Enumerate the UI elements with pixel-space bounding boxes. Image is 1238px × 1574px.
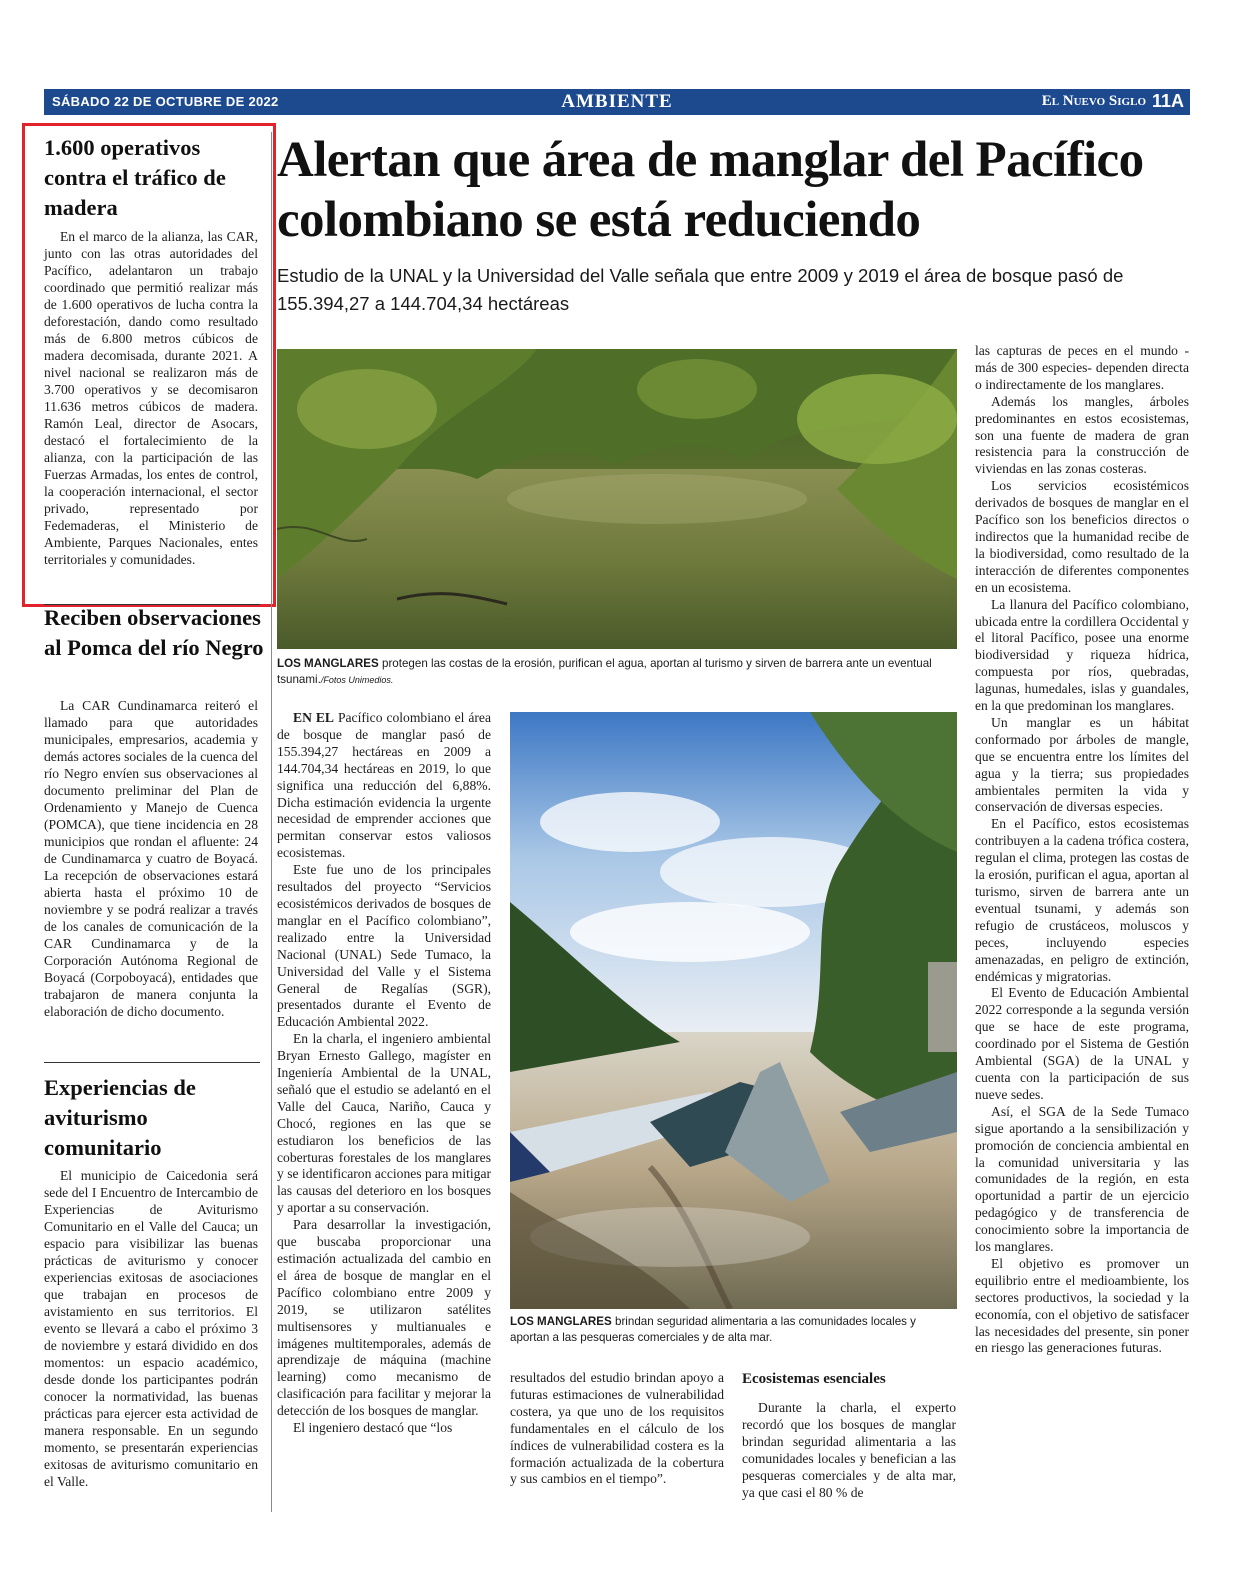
article-paragraph: Para desarrollar la investigación, que buscaba proporcionar una estimación actualizada del cambio en el área de bosque de manglar en el Pacífico colombiano entre 2009 y 2019, se utilizaron satélites multisensores y multianuales e imágenes multitemporales, además de aprendizaje de máquina (machine learning) como mecanismo de clasificación para facilitar y mejorar la detección de los bosques de manglar. — [277, 1217, 491, 1419]
sidebar-story3-title: Experiencias de aviturismo comunitario — [44, 1075, 196, 1160]
header-date: SÁBADO 22 DE OCTUBRE DE 2022 — [52, 94, 279, 109]
article-paragraph: Así, el SGA de la Sede Tumaco sigue aportando a la sensibilización y promoción de conciencia ambiental en la comunidad universitaria y las comunidades de la región, en esta oportunidad a partir de un ejercicio pedagógico y de transferencia de conocimiento sobre la importancia de los manglares. — [975, 1103, 1189, 1255]
photo2-caption — [510, 1314, 957, 1346]
article-column-3 — [742, 1370, 956, 1501]
article-paragraph: El Evento de Educación Ambiental 2022 corresponde a la segunda versión que se hace de este programa, coordinado por el Sistema de Gestión Ambiental (SGA) de la UNAL y cuenta con la participación de sus nueve sedes. — [975, 985, 1189, 1102]
article-paragraph: Pacífico colombiano el área de bosque de manglar pasó de 155.394,27 hectáreas en 2009 a 144.704,34 hectáreas en 2019, lo que significa una reducción del 6,88%. Dicha estimación evidencia la urgente necesidad de emprender acciones que permitan conservar estos valiosos ecosistemas. — [277, 710, 491, 861]
photo1-credit: /Fotos Unimedios. — [320, 675, 394, 685]
sidebar-story2-body: La CAR Cundinamarca reiteró el llamado para que autoridades municipales, empresarios, academia y demás actores sociales de la cuenca del río Negro envíen sus observaciones al documento preliminar del Plan de Ordenamiento y Manejo de Cuenca (POMCA), que tiene incidencia en 28 municipios que rondan el afluente: 24 de Cundinamarca y cuatro de Boyacá. La recepción de observaciones estará abierta hasta el próximo 10 de noviembre y se podrá realizar a través de los canales de comunicación de la CAR Cundinamarca y de la Corporación Autónoma Regional de Boyacá (Corpoboyacá), entidades que trabajaron de manera conjunta la elaboración de dicho documento. — [44, 698, 258, 1019]
photo1-caption-lead: LOS MANGLARES — [277, 657, 379, 670]
article-paragraph: La llanura del Pacífico colombiano, ubicada entre la cordillera Occidental y el litoral Pacífico, posee una enorme biodiversidad y riqueza hídrica, compuesta por ríos, quebradas, lagunas, humedales, islas y guandales, en la que predominan los manglares. — [975, 596, 1189, 714]
article-column-2 — [510, 1370, 724, 1488]
sidebar-story2-title: Reciben observaciones al Pomca del río Negro — [44, 605, 264, 660]
sidebar-divider — [44, 1062, 260, 1063]
article-column-4 — [975, 343, 1189, 1357]
photo2-caption-lead: LOS MANGLARES — [510, 1315, 612, 1328]
article-paragraph: En la charla, el ingeniero ambiental Bryan Ernesto Gallego, magíster en Ingeniería Ambiental de la UNAL, señaló que el estudio se adelantó en el Valle del Cauca, Nariño, Cauca y Chocó, regiones en las que se estudiaron los beneficios de las coberturas forestales de los manglares y se identificaron acciones para mitigar las causas del deterioro en los bosques y aportar a su conservación. — [277, 1031, 492, 1216]
subheading-ecosistemas: Ecosistemas esenciales — [742, 1371, 886, 1387]
article-paragraph: Un manglar es un hábitat conformado por árboles de mangle, que se encuentra entre los límites del agua y la tierra; sus propiedades ambientales permiten la vida y conservación de diversas especies. — [975, 714, 1189, 815]
sidebar-story1-title: 1.600 operativos contra el tráfico de madera — [44, 135, 226, 220]
article-subtitle: Estudio de la UNAL y la Universidad del Valle señala que entre 2009 y 2019 el área de bosque pasó de 155.394,27 a 144.704,34 hectáreas — [277, 265, 1124, 314]
article-paragraph: las capturas de peces en el mundo -más de 300 especies- dependen directa o indirectamente de los manglares. — [975, 343, 1189, 392]
sidebar-story3-body: El municipio de Caicedonia será sede del I Encuentro de Intercambio de Experiencias de Aviturismo Comunitario en el Valle del Cauca; un espacio para visibilizar las buenas prácticas de aviturismo y conocer experiencias exitosas de asociaciones que trabajan en procesos de avistamiento en sus territorios. El evento se llevará a cabo el próximo 3 de noviembre y estará dividido en dos momentos: un espacio académico, desde donde los participantes podrán conocer la normatividad, las buenas prácticas para ejercer esta actividad de manera responsable. En un segundo momento, se presentarán experiencias exitosas de aviturismo comunitario en el Valle. — [44, 1168, 258, 1489]
header-newspaper-name: El Nuevo Siglo — [1041, 93, 1146, 109]
column-separator — [271, 132, 272, 1512]
article-paragraph: El objetivo es promover un equilibrio entre el medioambiente, los sectores productivos, la sociedad y la economía, con el objetivo de satisfacer las necesidades del presente, sin poner en riesgo las generaciones futuras. — [975, 1255, 1189, 1356]
article-paragraph: El ingeniero destacó que “los — [293, 1420, 453, 1436]
article-paragraph: Los servicios ecosistémicos derivados de bosques de manglar en el Pacífico son los beneficios directos o indirectos que la humanidad recibe de la biodiversidad, como resultado de la interacción de diferentes componentes en un ecosistema. — [975, 478, 1189, 595]
sidebar-story1-body: En el marco de la alianza, las CAR, junto con las otras autoridades del Pacífico, adelantaron un trabajo coordinado que permitió realizar más de 1.600 operativos de lucha contra la deforestación, dando como resultado más de 6.800 metros cúbicos de madera decomisada, durante 2021. A nivel nacional se realizaron más de 3.700 operativos y se decomisaron 11.636 metros cúbicos de madera. Ramón Leal, director de Asocars, destacó el fortalecimiento de la alianza, con la participación de las Fuerzas Armadas, los entes de control, la cooperación internacional, el sector privado, representado por Fedemaderas, el Ministerio de Ambiente, Parques Nacionales, entes territoriales y comunidades. — [44, 229, 258, 567]
header-page-number: 11A — [1151, 91, 1184, 111]
article-paragraph: En el Pacífico, estos ecosistemas contribuyen a la cadena trófica costera, regulan el clima, protegen las costas de la erosión, purifican el agua, aportan al turismo, sirven de barrera ante un eventual tsunami, y además son refugio de crustáceos, moluscos y peces, incluyendo especies amenazadas, en peligro de extinción, endémicas y migratorias. — [975, 816, 1189, 984]
photo2-caption-text: brindan seguridad alimentaria a las comunidades locales y aportan a las pesqueras comerciales y de alta mar. — [510, 1315, 916, 1344]
section-header-bar — [44, 89, 1190, 115]
mangrove-channel-photo — [277, 349, 957, 649]
header-section: AMBIENTE — [561, 91, 673, 112]
article-lead-in: EN EL — [293, 710, 334, 725]
mangrove-boats-photo — [510, 712, 957, 1309]
photo1-caption — [277, 656, 957, 688]
article-paragraph: Además los mangles, árboles predominantes en estos ecosistemas, son una fuente de madera de gran resistencia para la construcción de viviendas en las zonas costeras. — [975, 393, 1189, 477]
article-paragraph: Este fue uno de los principales resultados del proyecto “Servicios ecosistémicos derivados de bosques de manglar en el Pacífico colombiano”, realizado entre la Universidad Nacional (UNAL) Sede Tumaco, la Universidad del Valle y el Sistema General de Regalías (SGR), presentados durante el Evento de Educación Ambiental 2022. — [277, 862, 491, 1030]
article-headline: Alertan que área de manglar del Pacífico colombiano se está reduciendo — [277, 132, 1144, 248]
article-paragraph: resultados del estudio brindan apoyo a futuras estimaciones de vulnerabilidad costera, ya que uno de los requisitos fundamentales en el cálculo de los índices de vulnerabilidad costera es la formación actualizada de la cobertura y sus cambios en el tiempo”. — [510, 1370, 724, 1487]
photo1-caption-text: protegen las costas de la erosión, purifican el agua, aportan al turismo y sirven de barrera ante un eventual tsunami. — [277, 657, 932, 686]
article-paragraph: Durante la charla, el experto recordó que los bosques de manglar brindan seguridad alimentaria a las comunidades locales y benefician a las pesqueras comerciales y de alta mar, ya que casi el 80 % de — [742, 1400, 956, 1500]
article-column-1 — [277, 710, 491, 1437]
